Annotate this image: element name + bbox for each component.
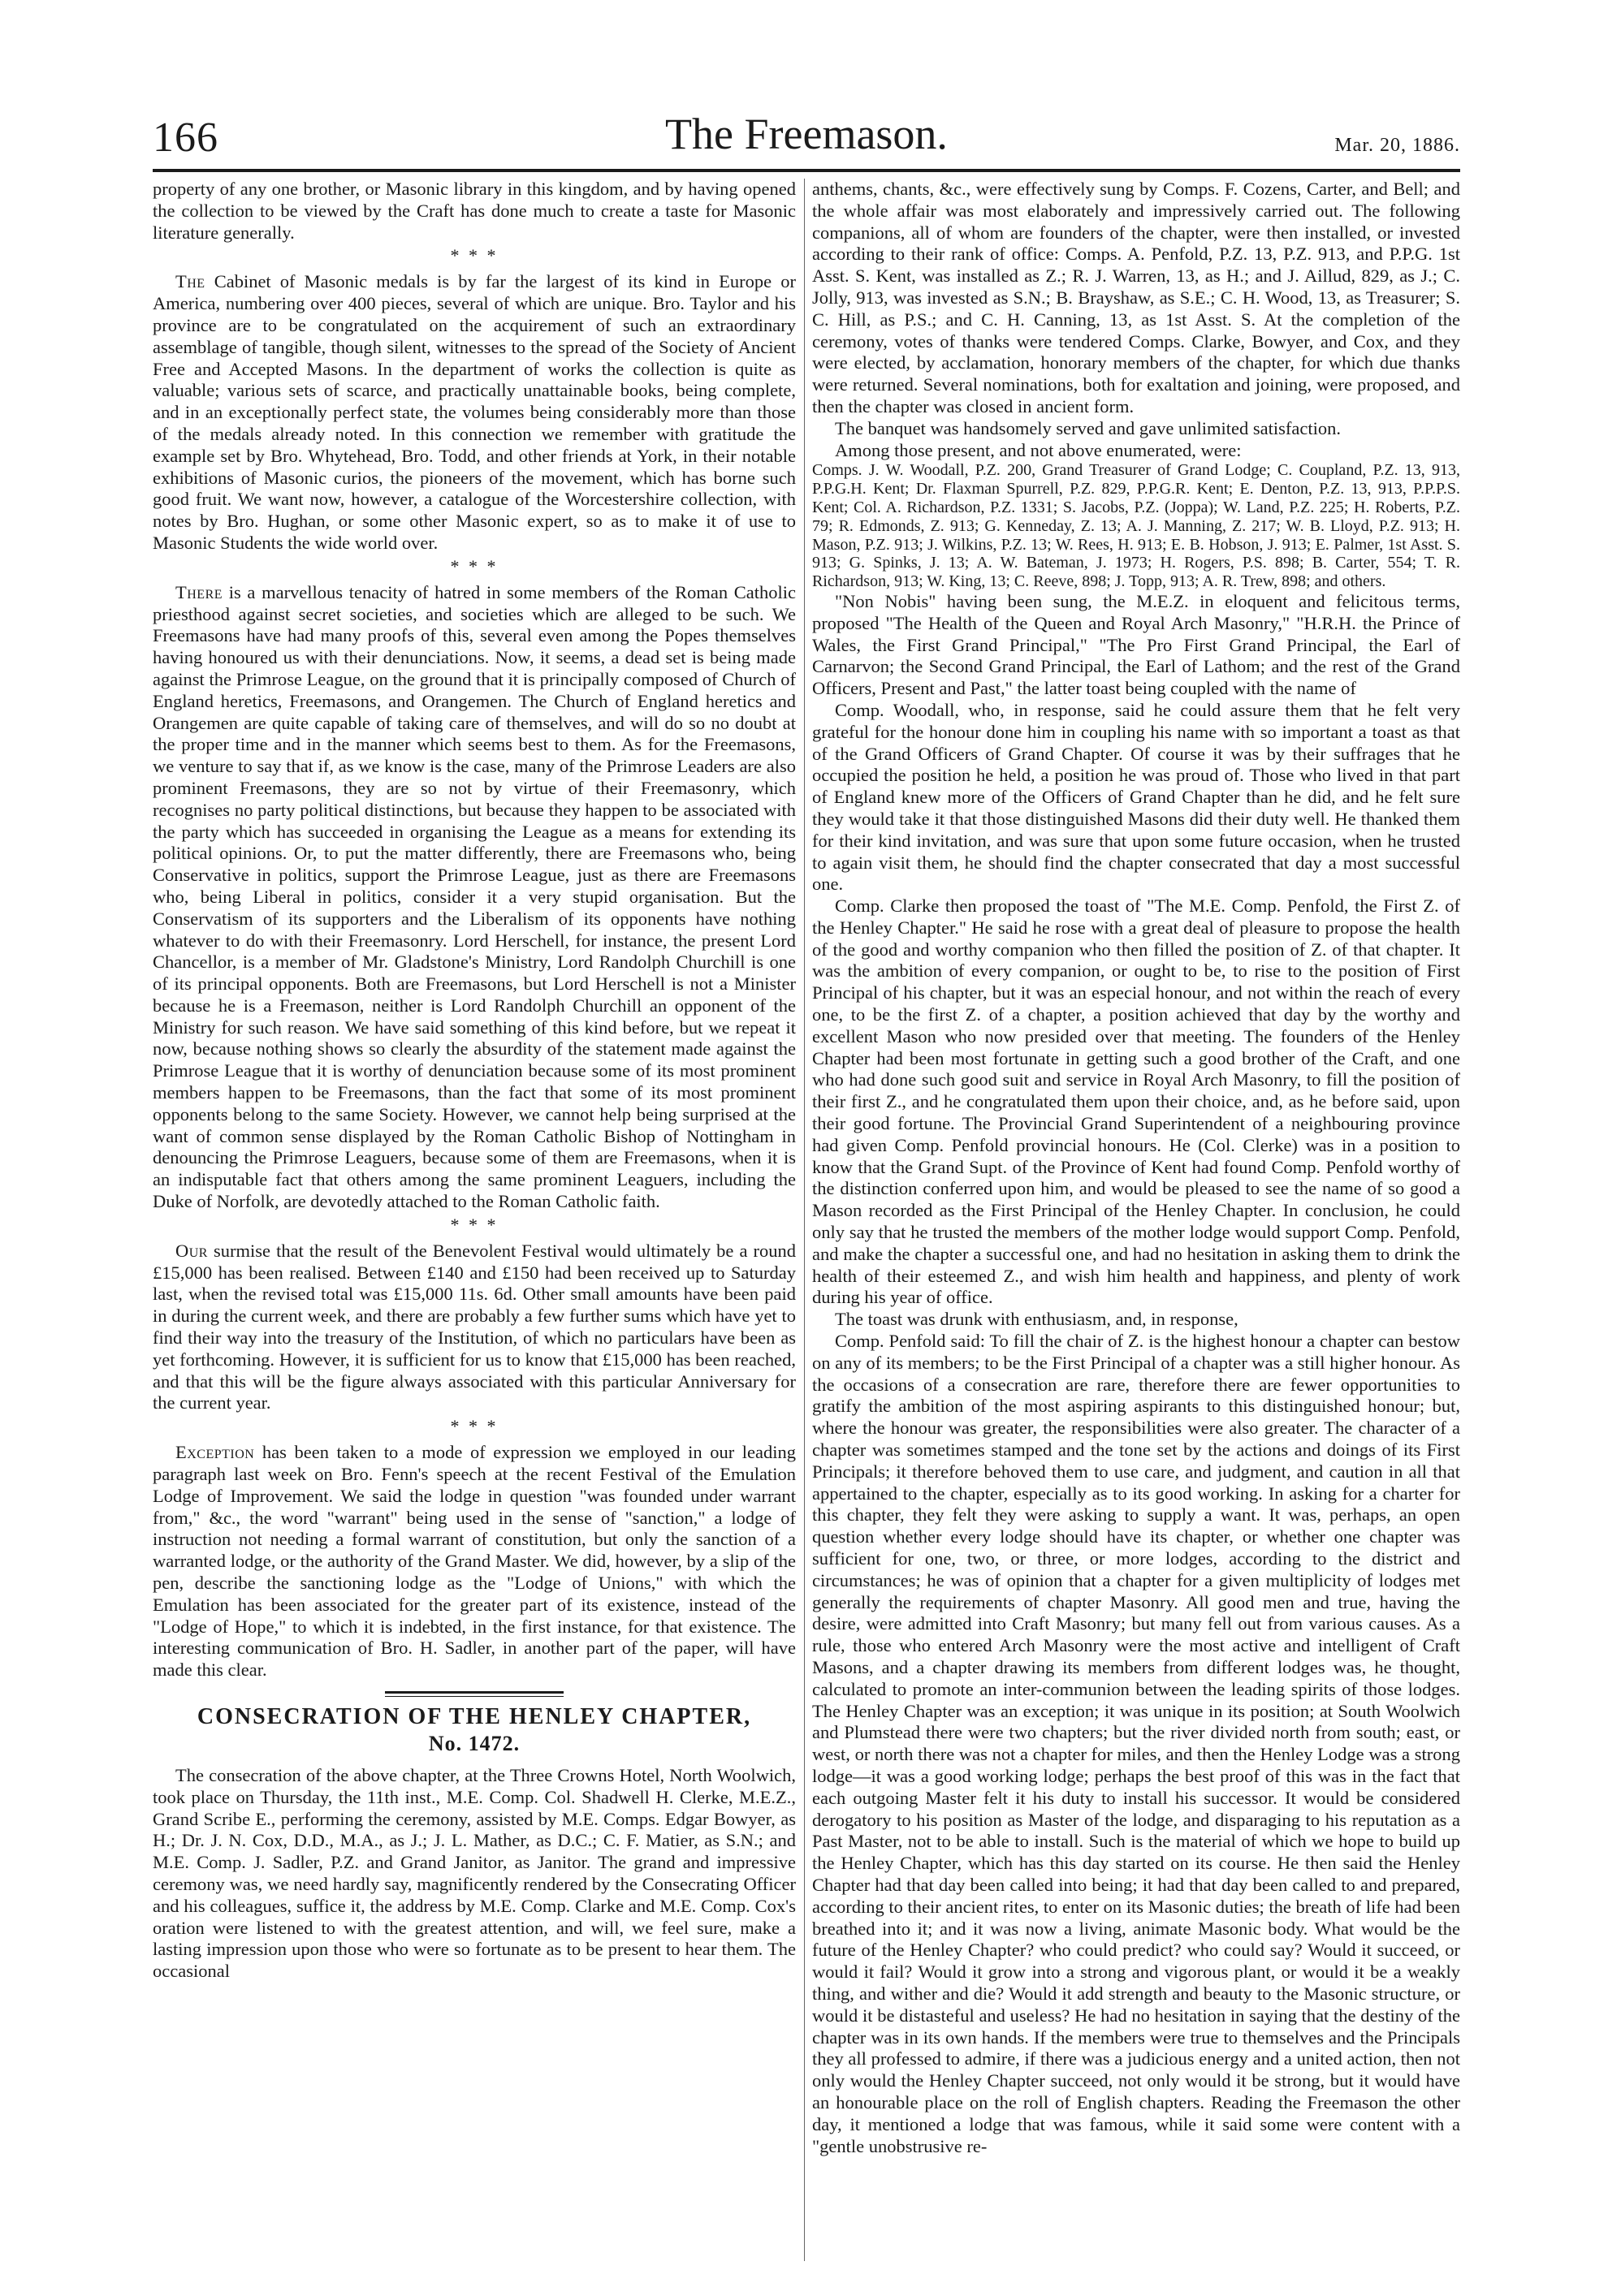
right-column [812,179,1460,2157]
section-subheading: No. 1472. [428,1732,521,1755]
heading-rule [385,1691,564,1697]
lead-word: Exception [175,1442,255,1463]
masthead [153,106,1460,162]
separator-asterism: * * * [450,555,499,576]
paragraph-exception [153,1442,796,1681]
issue-date: Mar. 20, 1886. [1334,135,1460,156]
section-heading: CONSECRATION OF THE HENLEY CHAPTER, [197,1704,752,1729]
paragraph-text: is a marvellous tenacity of hatred in some members of the Roman Catholic priesthood against secret societies, and societies which are alleged to be such. We Freemasons have had many proofs of this, several even among the Popes themselves having honoured us with their denunciations. Now, it seems, a dead set is being made against the Primrose League, on the ground that it is principally composed of Church of England heretics, Freemasons, and Orangemen. The Church of England heretics and Orangemen are quite capable of taking care of themselves, and will do so no doubt at the proper time and in the manner which seems best to them. As for the Freemasons, we venture to say that if, as we know is the case, many of the Primrose Leaders are also prominent Freemasons, they are so not by virtue of their Freemasonry, which recognises no party political distinctions, but because they happen to be associated with the party which has succeeded in organising the League as a means for extending its political opinions. Or, to put the matter differently, there are Freemasons who, being Conservative in politics, support the Primrose League, just as there are Freemasons who, being Liberal in politics, consider it a very stupid organisation. But the Conservatism of its supporters and the Liberalism of its opponents have nothing whatever to do with their Freemasonry. Lord Herschell, for instance, the present Lord Chancellor, is a member of Mr. Gladstone's Ministry, Lord Randolph Churchill is one of its principal opponents. Both are Freemasons, but Lord Herschell is not a Minister because he is a Freemason, neither is Lord Randolph Churchill an opponent of the Ministry for such reason. We have said something of this kind before, but we repeat it now, because nothing shows so clearly the absurdity of the statement made against the Primrose League that it is worthy of denunciation because some of its most prominent members happen to be Freemasons, than the fact that some of its most prominent opponents belong to the same Society. However, we cannot help being surprised at the want of common sense displayed by the Roman Catholic Bishop of Nottingham in denouncing the Primrose Leaguers, because some of them are Freemasons, when it is an indisputable fact that others among the same prominent Leaguers, including the Duke of Norfolk, are devotedly attached to the Roman Catholic faith. [153,581,796,1212]
attendee-names: Comps. J. W. Woodall, P.Z. 200, Grand Treasurer of Grand Lodge; C. Coupland, P.Z. 13, 913, P.P.G.H. Kent; Dr. Flaxman Spurrell, P.Z. 829, P.P.G.R. Kent; E. Denton, P.Z. 13, 913, P.P.P.S. Kent; Col. A. Richardson, P.Z. 1331; S. Jacobs, P.Z. (Joppa); W. Land, P.Z. 225; H. Roberts, P.Z. 79; R. Edmonds, Z. 913; G. Kenneday, Z. 13; A. J. Manning, Z. 217; W. B. Lloyd, P.Z. 913; H. Mason, P.Z. 913; J. Wilkins, P.Z. 13; W. Rees, H. 913; E. B. Hobson, J. 913; E. Palmer, 1st Asst. S. 913; G. Spinks, J. 13; A. W. Bateman, J. 1973; H. Rogers, P.S. 898; B. Carter, 554; T. R. Richardson, 913; W. King, 13; C. Reeve, 898; J. Topp, 913; A. R. Trew, 898; and others. [812,461,1460,591]
paragraph-text: surmise that the result of the Benevolent Festival would ultimately be a round £15,000 has been realised. Between £140 and £150 had been received up to Saturday last, when the revised total was £15,000 11s. 6d. Other small amounts have been paid in during the current week, and there are probably a few further sums which have yet to find their way into the treasury of the Institution, of which no particulars have been as yet forthcoming. However, it is sufficient for us to know that £15,000 has been reached, and that this will be the figure always associated with this particular Anniversary for the current year. [153,1240,797,1413]
paragraph-among: Among those present, and not above enumerated, were: [835,439,1242,460]
paragraph-consecration: The consecration of the above chapter, at the Three Crowns Hotel, North Woolwich, took place on Thursday, the 11th inst., M.E. Comp. Col. Shadwell H. Clerke, M.E.Z., Grand Scribe E., performing the ceremony, assisted by M.E. Comps. Edgar Bowyer, as H.; Dr. J. N. Cox, D.D., M.A., as J.; J. L. Mather, as D.C.; C. F. Matier, as S.N.; and M.E. Comp. J. Sadler, P.Z. and Grand Janitor, as Janitor. The grand and impressive ceremony was, we need hardly say, magnificently rendered by the Consecrating Officer and his colleagues, suffice it, the address by M.E. Comp. Clarke and M.E. Comp. Cox's oration were listened to with the greatest attention, and will, we feel sure, make a lasting impression upon those who were so fortunate as to be present to hear them. The occasional [153,1765,796,1982]
column-divider [804,179,805,2261]
paragraph-woodall: Comp. Woodall, who, in response, said he could assure them that he felt very grateful for the honour done him in coupling his name with so important a toast as that of the Grand Officers of Grand Chapter. Of course it was by their suffrages that he occupied the position he held, a position he was proud of. Those who lived in that part of England knew more of the Officers of Grand Chapter than he did, and he felt sure they would take it that those distinguished Masons did their duty well. He thanked them for their kind invitation, and was sure that upon some future occasion, when he trusted to again visit them, he should find the chapter consecrated that day a most successful one. [812,699,1460,895]
paragraph-cabinet [153,271,796,554]
attendee-list [812,461,1460,591]
separator-asterism: * * * [450,1416,499,1437]
masthead-rule [153,169,1460,172]
lead-word: Our [175,1240,208,1261]
paragraph-hatred [153,582,796,1213]
paragraph-clarke: Comp. Clarke then proposed the toast of "The M.E. Comp. Penfold, the First Z. of the Henley Chapter." He said he rose with a great deal of pleasure to propose the health of the good and worthy companion who then filled the position of Z. of that chapter. It was the ambition of every companion, or ought to be, to rise to the position of First Principal of his chapter, but it was an especial honour, and not within the reach of every one, to be the first Z. of a chapter, a position achieved that day by the worthy and excellent Mason who now presided over that meeting. The founders of the Henley Chapter had been most fortunate in getting such a good brother of the Craft, and one who had done such good suit and service in Royal Arch Masonry, to fill the position of their first Z., and he congratulated them upon their choice, and, as he before said, upon their good fortune. The Provincial Grand Superintendent of a neighbouring province had given Comp. Penfold provincial honours. He (Col. Clerke) was in a position to know that the Grand Supt. of the Province of Kent had found Comp. Penfold worthy of the distinction conferred upon him, and would be pleased to see the name of so good a Mason recorded as the First Principal of the Henley Chapter. In conclusion, he could only say that he trusted the members of the mother lodge would support Comp. Penfold, and make the chapter a successful one, and had no hesitation in asking them to drink the health of their esteemed Z., and wish him health and happiness, and plenty of work during his year of office. [812,896,1460,1308]
paragraph-penfold: Comp. Penfold said: To fill the chair of Z. is the highest honour a chapter can bestow on any of its members; to be the First Principal of a chapter was a still higher honour. As the occasions of a consecration are rare, therefore there are fewer opportunities to gratify the ambition of the most aspiring aspirants to this distinguished honour; but, where the honour was greater, the responsibilities were also greater. The character of a chapter was sometimes stamped and the tone set by the actions and doings of its First Principals; it therefore behoved them to use care, and judgment, and caution in all that appertained to the chapter, especially as to its good working. In asking for a charter for this chapter, they felt they were asking to supply a want. It was, perhaps, an open question whether every lodge should have its chapter, or whether one chapter was sufficient for one, two, or three, or more lodges, according to the district and circumstances; he was of opinion that a chapter for a given multiplicity of lodges met generally the requirements of chapter Masonry. All good men and true, having the desire, were admitted into Craft Masonry; but many fell out from various causes. As a rule, those who entered Arch Masonry were the most active and intelligent of Craft Masons, and a chapter drawing its members from different lodges was, he thought, calculated to promote an inter-communion between the leading spirits of those lodges. The Henley Chapter was an exception; it was unique in its position; at South Woolwich and Plumstead there were two chapters; but the river divided north from south; east, or west, or north there was not a chapter for miles, and then the Henley Lodge was a strong lodge—it was a good working lodge; perhaps the best proof of this was in the fact that each outgoing Master felt it his duty to install his successor. It would be considered derogatory to his position as Master of the lodge, and disparaging to his reputation as a Past Master, not to be able to install. Such is the material of which we hope to build up the Henley Chapter, which has this day started on its course. He then said the Henley Chapter had that day been called into being; it had that day been called to and prepared, according to their ancient rites, to enter on its Masonic duties; the breath of life had been breathed into it; and it was now a living, animate Masonic body. What would be the future of the Henley Chapter? who could predict? who could say? Would it succeed, or would it fail? Would it grow into a strong and vigorous plant, or would it be a weakly thing, and wither and die? Would it add strength and beauty to the Masonic structure, or would it be distasteful and useless? He had no hesitation in saying that the destiny of the chapter was in its own hands. If the members were true to themselves and the Principals they all professed to admire, if there was a judicious energy and a united action, then not only would the Henley Chapter succeed, not only would it be strong, but it would have an honourable place on the roll of English chapters. Reading the Freemason the other day, it mentioned a lodge that was famous, while it said some were content with a "gentle unobstrusive re- [812,1331,1460,2156]
lead-word: The [175,271,205,292]
paragraph-anthems: anthems, chants, &c., were effectively sung by Comps. F. Cozens, Carter, and Bell; and the whole affair was most elaborately and impressively carried out. The following companions, all of whom are founders of the chapter, were then installed, or invested according to their rank of office: Comps. A. Penfold, P.Z. 13, P.Z. 913, and P.P.G. 1st Asst. S. Kent, was installed as Z.; R. J. Warren, 13, as H.; and J. Aillud, 829, as J.; C. Jolly, 913, was invested as S.N.; B. Brayshaw, as S.E.; C. H. Wood, 13, as Treasurer; S. C. Hill, as P.S.; and C. H. Canning, 13, as 1st Asst. S. At the completion of the ceremony, votes of thanks were tendered Comps. Clarke, Bowyer, and Cox, and they were elected, by acclamation, honorary members of the chapter, for which due thanks were returned. Several nominations, both for exaltation and joining, were proposed, and then the chapter was closed in ancient form. [812,179,1460,416]
separator-asterism: * * * [450,245,499,266]
left-column [153,179,796,1983]
paragraph-toast-drunk: The toast was drunk with enthusiasm, and, in response, [835,1309,1238,1330]
paragraph-intro: property of any one brother, or Masonic library in this kingdom, and by having opened the collection to be viewed by the Craft has done much to create a taste for Masonic literature generally. [153,179,796,243]
lead-word: There [175,581,223,602]
page-number: 166 [153,114,218,161]
paragraph-festival [153,1241,796,1414]
paragraph-text: Cabinet of Masonic medals is by far the largest of its kind in Europe or America, numbering over 400 pieces, several of which are unique. Bro. Taylor and his province are to be congratulated on the acquirement of such an extraordinary assemblage of tangible, though silent, witnesses to the spread of the Society of Ancient Free and Accepted Masons. In the department of works the collection is quite as valuable; various sets of scarce, and practically unattainable books, being complete, and in an exceptionally perfect state, the volumes being considerably more than those of the medals already noted. In this connection we remember with gratitude the example set by Bro. Whytehead, Bro. Todd, and other friends at York, in their notable exhibitions of Masonic curios, the pioneers of the movement, which has borne such good fruit. We want now, however, a catalogue of the Worcestershire collection, with notes by Bro. Hughan, or some other Masonic expert, so as to make it of use to Masonic Students the wide world over. [153,271,797,553]
paragraph-toasts: "Non Nobis" having been sung, the M.E.Z. in eloquent and felicitous terms, proposed "The Health of the Queen and Royal Arch Masonry," "H.R.H. the Prince of Wales, the First Grand Principal," "The Pro First Grand Principal, the Earl of Carnarvon; the Second Grand Principal, the Earl of Lathom; and the rest of the Grand Officers, Present and Past," the latter toast being coupled with the name of [812,590,1460,699]
publication-title: The Freemason. [665,110,948,158]
paragraph-banquet: The banquet was handsomely served and gave unlimited satisfaction. [835,417,1341,438]
paragraph-text: has been taken to a mode of expression we employed in our leading paragraph last week on Bro. Fenn's speech at the recent Festival of the Emulation Lodge of Improvement. We said the lodge in question "was founded under warrant from," &c., the word "warrant" being used in the sense of "sanction," a lodge of instruction not needing a formal warrant of constitution, but only the sanction of a warranted lodge, or the authority of the Grand Master. We did, however, by a slip of the pen, describe the sanctioning lodge as the "Lodge of Unions," with which the Emulation has been associated for the greater part of its existence, instead of the "Lodge of Hope," to which it is indebted, in the first instance, for that existence. The interesting communication of Bro. H. Sadler, in another part of the paper, will have made this clear. [153,1442,796,1681]
separator-asterism: * * * [450,1214,499,1235]
